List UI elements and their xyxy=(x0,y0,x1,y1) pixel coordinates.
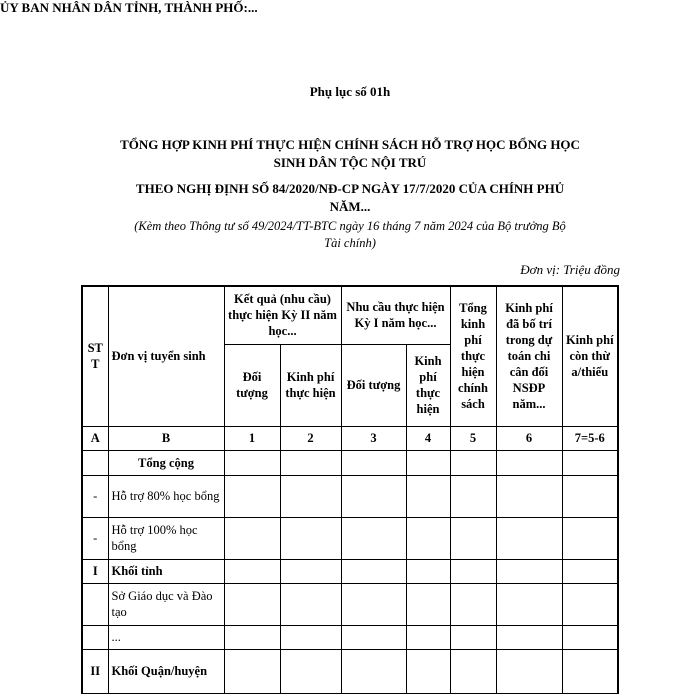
header-unit: Đơn vị tuyển sinh xyxy=(108,286,224,426)
index-cell: 7=5-6 xyxy=(562,426,618,450)
table-row xyxy=(82,625,618,649)
header-subjects-k2: Đối tượng xyxy=(224,344,280,426)
table-row xyxy=(82,649,618,693)
index-cell: A xyxy=(82,426,108,450)
index-row xyxy=(82,426,618,450)
index-cell: 6 xyxy=(496,426,562,450)
title-line-4: NĂM... xyxy=(329,199,371,214)
row-label: Khối tỉnh xyxy=(108,559,224,583)
header-allocated: Kinh phí đã bố trí trong dự toán chi cân đối NSĐP năm... xyxy=(496,286,562,426)
committee-heading: ỦY BAN NHÂN DÂN TỈNH, THÀNH PHỐ:... xyxy=(0,0,258,15)
attached-line-1: (Kèm theo Thông tư số 49/2024/TT-BTC ngày 16 tháng 7 năm 2024 của Bộ trưởng Bộ xyxy=(134,219,566,233)
decree-title xyxy=(80,180,620,216)
index-cell: 4 xyxy=(406,426,450,450)
row-stt: I xyxy=(82,559,108,583)
index-cell: B xyxy=(108,426,224,450)
row-label: Khối Quận/huyện xyxy=(108,649,224,693)
appendix-label: Phụ lục số 01h xyxy=(309,84,391,99)
document-title xyxy=(80,136,620,172)
row-stt xyxy=(82,583,108,625)
title-line-3: THEO NGHỊ ĐỊNH SỐ 84/2020/NĐ-CP NGÀY 17/7/2020 CỦA CHÍNH PHỦ xyxy=(135,181,565,196)
header-funding-k1: Kinh phí thực hiện xyxy=(406,344,450,426)
header-funding-k2: Kinh phí thực hiện xyxy=(280,344,341,426)
attached-note xyxy=(80,218,620,252)
row-label: Hỗ trợ 80% học bổng xyxy=(108,475,224,517)
index-cell: 2 xyxy=(280,426,341,450)
index-cell: 3 xyxy=(341,426,406,450)
funding-table xyxy=(81,285,619,694)
row-label: Sở Giáo dục và Đào tạo xyxy=(108,583,224,625)
table-row xyxy=(82,450,618,475)
header-total: Tổng kinh phí thực hiện chính sách xyxy=(450,286,496,426)
row-label: Tổng cộng xyxy=(108,450,224,475)
index-cell: 1 xyxy=(224,426,280,450)
index-cell: 5 xyxy=(450,426,496,450)
header-needs: Nhu cầu thực hiện Kỳ I năm học... xyxy=(341,286,450,344)
row-label: ... xyxy=(108,625,224,649)
attached-line-2: Tài chính) xyxy=(324,236,376,250)
title-line-1: TỔNG HỢP KINH PHÍ THỰC HIỆN CHÍNH SÁCH HỖ TRỢ HỌC BỔNG HỌC xyxy=(120,137,580,152)
header-subjects-k1: Đối tượng xyxy=(341,344,406,426)
row-label: Hỗ trợ 100% học bổng xyxy=(108,517,224,559)
header-results: Kết quả (nhu cầu) thực hiện Kỳ II năm học... xyxy=(224,286,341,344)
row-stt: - xyxy=(82,475,108,517)
table-row xyxy=(82,583,618,625)
row-stt xyxy=(82,625,108,649)
row-stt: - xyxy=(82,517,108,559)
row-stt xyxy=(82,450,108,475)
title-line-2: SINH DÂN TỘC NỘI TRÚ xyxy=(273,155,427,170)
header-remaining: Kinh phí còn thừa/thiếu xyxy=(562,286,618,426)
header-stt: STT xyxy=(82,286,108,426)
row-stt: II xyxy=(82,649,108,693)
table-row xyxy=(82,517,618,559)
table-row xyxy=(82,475,618,517)
unit-label: Đơn vị: Triệu đồng xyxy=(520,262,620,277)
table-row xyxy=(82,559,618,583)
